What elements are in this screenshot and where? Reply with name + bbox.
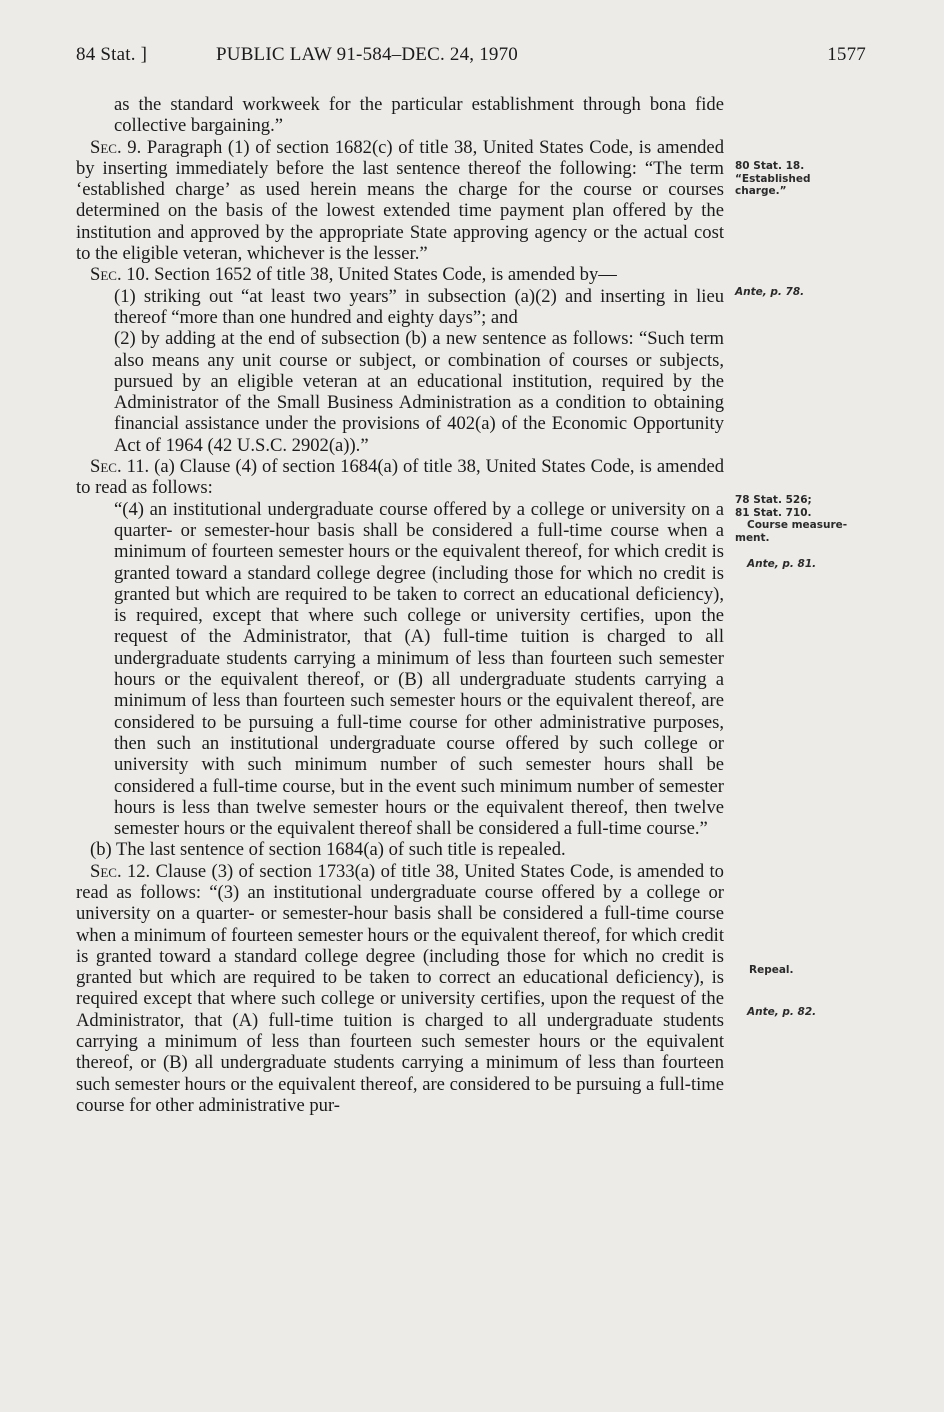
margin-note-line: 80 Stat. 18. xyxy=(735,160,805,172)
margin-note-line: 78 Stat. 526; xyxy=(735,494,812,506)
section-10-clause-1: (1) striking out “at least two years” in subsection (a)(2) and inserting in lieu thereof “more than one hundred and eighty days”; and xyxy=(114,285,724,328)
section-10 xyxy=(76,264,724,285)
margin-note-line: Ante, p. 81. xyxy=(747,558,817,570)
margin-note-ante-82 xyxy=(735,1006,855,1019)
margin-note-line: “Established xyxy=(735,172,811,185)
margin-note-line: charge.” xyxy=(735,185,787,197)
section-10-text: Section 1652 of title 38, United States Code, is amended by— xyxy=(154,264,617,286)
section-11-text: (a) Clause (4) of section 1684(a) of title 38, United States Code, is amended to read as follows: xyxy=(76,456,724,499)
section-9-label: Sec. 9. xyxy=(90,136,142,158)
section-11 xyxy=(76,456,724,499)
section-12-text: Clause (3) of section 1733(a) of title 38, United States Code, is amended to read as follows: “(3) an institutional undergraduate course offered by a college or university on a quarter- or semester-hour basis shall be considered a full-time course when a minimum of fourteen semester hours or the equivalent thereof, for which credit is granted toward a standard college degree (including those for which no credit is granted but which are required to be taken to correct an educational deficiency), is required except that where such college or university certifies, upon the request of the Administrator, that (A) full-time tuition is charged to all undergraduate students carrying a minimum of less than fourteen such semester hours or the equivalent thereof, or (B) all undergraduate students carrying a minimum of less than fourteen such semester hours or the equivalent thereof, are considered to be pursuing a full-time course for other administrative pur- xyxy=(76,860,724,1116)
section-12-label: Sec. 12. xyxy=(90,860,151,882)
margin-note-course-measurement xyxy=(735,494,855,544)
margin-note-line: Ante, p. 78. xyxy=(735,286,805,298)
margin-note-line: Course measure- xyxy=(747,519,848,531)
running-header xyxy=(76,44,866,74)
header-stat-reference: 84 Stat. ] xyxy=(76,44,148,65)
section-11-label: Sec. 11. xyxy=(90,456,150,478)
margin-note-repeal xyxy=(735,964,855,977)
body-text xyxy=(76,94,724,1116)
section-9 xyxy=(76,137,724,265)
section-10-label: Sec. 10. xyxy=(90,264,150,286)
section-11-subsection-b: (b) The last sentence of section 1684(a) of such title is repealed. xyxy=(90,839,566,861)
section-9-text: Paragraph (1) of section 1682(c) of title 38, United States Code, is amended by inserting immediately before the last sentence thereof the following: “The term ‘established charge’ as used herein means the charge for the course or courses determined on the basis of the lowest extended time payment plan offered by the institution and approved by the appropriate State approving agency or the actual cost to the eligible veteran, whichever is the lesser.” xyxy=(76,136,724,265)
margin-note-ante-78 xyxy=(735,286,855,299)
margin-note-established-charge xyxy=(735,160,855,198)
margin-note-line: Ante, p. 82. xyxy=(747,1006,817,1018)
page-number: 1577 xyxy=(827,44,866,65)
section-11-quoted-clause: “(4) an institutional undergraduate course offered by a college or university on a quarter- or semester-hour basis shall be considered a full-time course when a minimum of fourteen semester hours or the equivalent thereof, for which credit is granted toward a standard college degree (including those for which no credit is granted but which are required to be taken to correct an educational deficiency), is required, except that where such college or university certifies, upon the request of the Administrator, that (A) full-time tuition is charged to all undergraduate students carrying a minimum of less than fourteen such semester hours or the equivalent thereof, or (B) all undergraduate students carrying a minimum of less than fourteen such semester hours or the equivalent thereof, are considered to be pursuing a full-time course for other administrative purposes, then such an institutional undergraduate course offered by such college or university with such minimum number of such semester hours shall be considered a full-time course, but in the event such minimum number of semester hours is less than twelve semester hours or the equivalent thereof, then twelve semester hours or the equivalent thereof shall be considered a full-time course.” xyxy=(114,498,724,840)
margin-note-line: ment. xyxy=(735,531,770,544)
section-12 xyxy=(76,861,724,1117)
margin-note-ante-81 xyxy=(735,558,855,571)
header-title: PUBLIC LAW 91-584–DEC. 24, 1970 xyxy=(216,44,518,65)
margin-note-line: 81 Stat. 710. xyxy=(735,506,812,519)
paragraph-continuation: as the standard workweek for the particular establishment through bona fide collective bargaining.” xyxy=(114,94,724,137)
margin-note-line: Repeal. xyxy=(749,964,794,976)
section-10-clause-2: (2) by adding at the end of subsection (b) a new sentence as follows: “Such term also means any unit course or subject, or combination of courses or subjects, pursued by an eligible veteran at an educational institution, required by the Administrator of the Small Business Administration as a condition to obtaining financial assistance under the provisions of 402(a) of the Economic Opportunity Act of 1964 (42 U.S.C. 2902(a)).” xyxy=(114,328,724,456)
